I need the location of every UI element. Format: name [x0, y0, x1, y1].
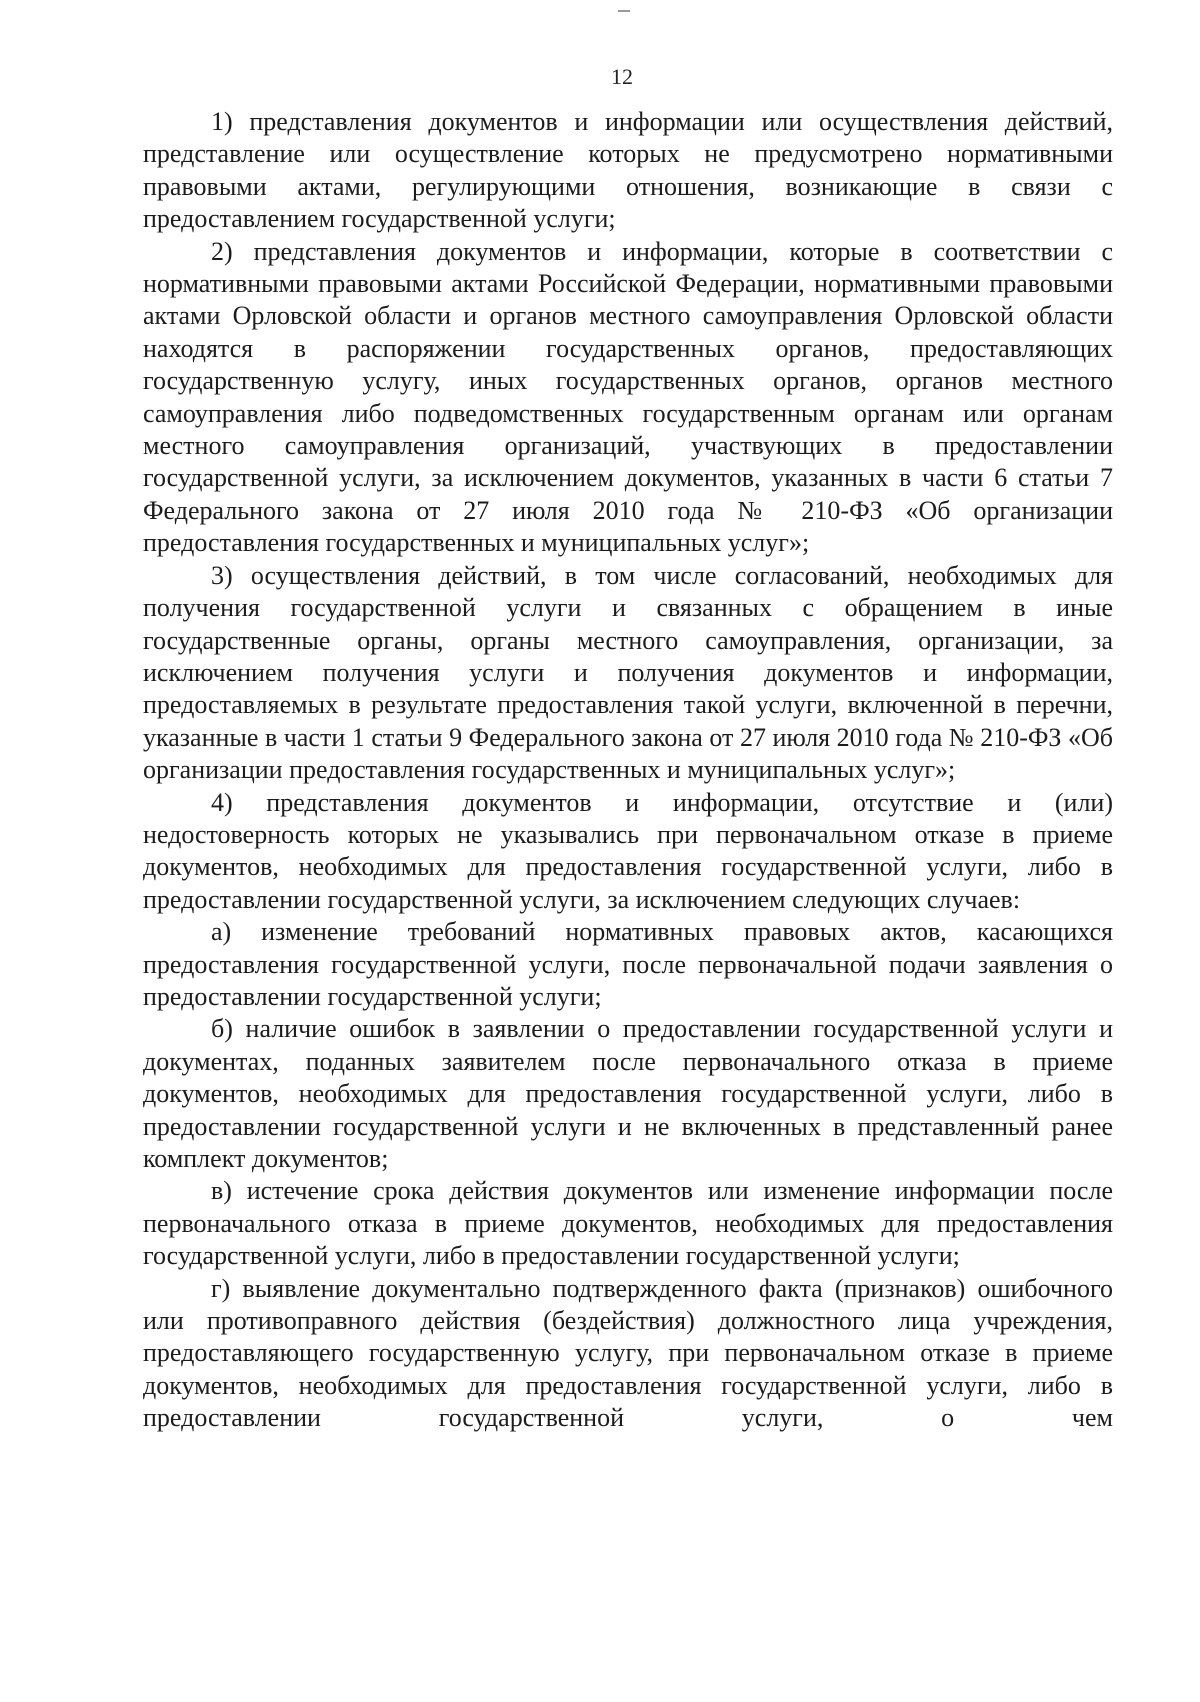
- paragraph-subitem-v: в) истечение срока действия документов или изменение информации после первоначального отказа в приеме документов, необходимых для предоставления государственной услуги, либо в предоставлении государственной услуги;: [143, 1176, 1113, 1271]
- document-body: [143, 106, 1113, 1435]
- page-number: 12: [611, 64, 633, 89]
- paragraph-item-3: 3) осуществления действий, в том числе согласований, необходимых для получения государственной услуги и связанных с обращением в иные государственные органы, органы местного самоуправления, организации, за исключением получения услуги и получения документов и информации, предоставляемых в результате предоставления такой услуги, включенной в перечни, указанные в части 1 статьи 9 Федерального закона от 27 июля 2010 года № 210-ФЗ «Об организации предоставления государственных и муниципальных услуг»;: [143, 560, 1113, 785]
- paragraph-item-4: 4) представления документов и информации, отсутствие и (или) недостоверность которых не указывались при первоначальном отказе в приеме документов, необходимых для предоставления государственной услуги, либо в предоставлении государственной услуги, за исключением следующих случаев:: [143, 787, 1113, 914]
- paragraph-subitem-a: а) изменение требований нормативных правовых актов, касающихся предоставления государственной услуги, после первоначальной подачи заявления о предоставлении государственной услуги;: [143, 917, 1113, 1011]
- scan-mark: [618, 10, 630, 12]
- paragraph-item-1: 1) представления документов и информации или осуществления действий, представление или осуществление которых не предусмотрено нормативными правовыми актами, регулирующими отношения, возникающие в связи с предоставлением государственной услуги;: [143, 107, 1113, 234]
- paragraph-subitem-b: б) наличие ошибок в заявлении о предоставлении государственной услуги и документах, поданных заявителем после первоначального отказа в приеме документов, необходимых для предоставления государственной услуги, либо в предоставлении государственной услуги и не включенных в представленный ранее комплект документов;: [143, 1014, 1113, 1173]
- paragraph-item-2: 2) представления документов и информации, которые в соответствии с нормативными правовыми актами Российской Федерации, нормативными правовыми актами Орловской области и органов местного самоуправления Орловской области находятся в распоряжении государственных органов, предоставляющих государственную услугу, иных государственных органов, органов местного самоуправления либо подведомственных государственным органам или органам местного самоуправления организаций, участвующих в предоставлении государственной услуги, за исключением документов, указанных в части 6 статьи 7 Федерального закона от 27 июля 2010 года № 210-ФЗ «Об организации предоставления государственных и муниципальных услуг»;: [143, 236, 1113, 558]
- paragraph-subitem-g: г) выявление документально подтвержденного факта (признаков) ошибочного или противоправного действия (бездействия) должностного лица учреждения, предоставляющего государственную услугу, при первоначальном отказе в приеме документов, необходимых для предоставления государственной услуги, либо в предоставлении государственной услуги, о чем: [143, 1273, 1113, 1433]
